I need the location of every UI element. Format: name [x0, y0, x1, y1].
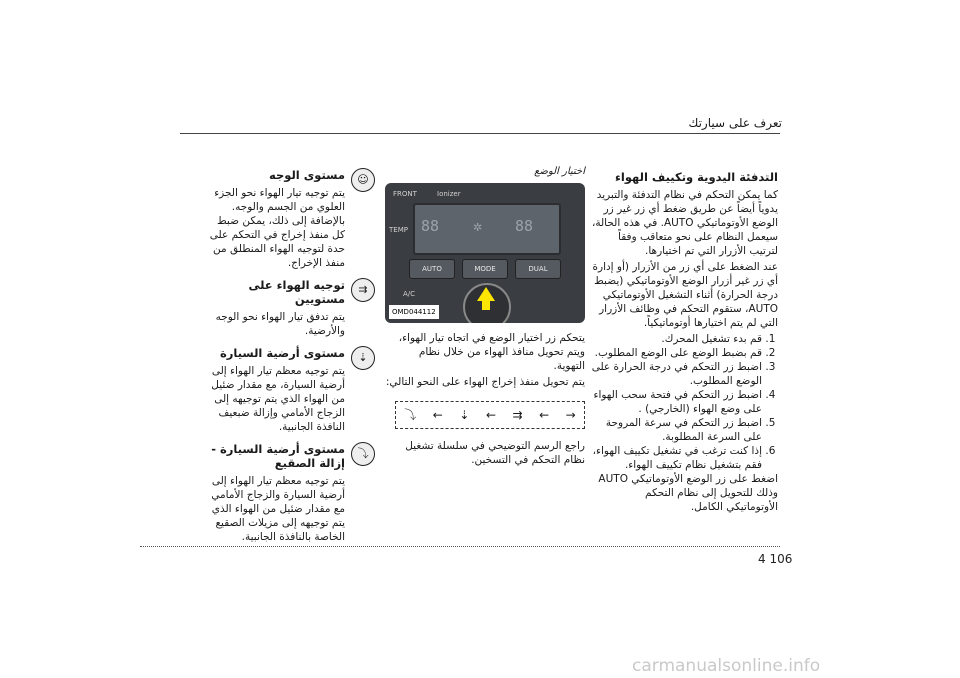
step-2: 2. قم بضبط الوضع على الوضع المطلوب. — [590, 346, 762, 360]
mode-sequence-diagram — [395, 401, 585, 429]
mode-para-1: يتحكم زر اختيار الوضع في اتجاه تيار الهواء، ويتم تحويل منافذ الهواء من خلال نظام التهوية. — [398, 332, 585, 372]
mode-face: ☺ مستوى الوجه يتم توجيه تيار الهواء نحو الجزء العلوي من الجسم والوجه. بالإضافة إلى ذلك، يمكن ضبط كل منفذ إخراج في التحكم على حدة لتوجيه الهواء المنطلق من منفذ الإخراج. — [205, 168, 375, 270]
face-vent-icon: ☺ — [351, 168, 375, 192]
watermark: carmanualsonline.info — [632, 656, 821, 676]
pointer-arrow-icon — [477, 287, 495, 301]
front-label: FRONT — [393, 190, 417, 198]
dual-button[interactable]: DUAL — [515, 259, 561, 279]
mode-button[interactable]: MODE — [462, 259, 508, 279]
manual-control-intro: كما يمكن التحكم في نظام التدفئة والتبريد يدوياً أيضاً عن طريق ضغط أي زر غير زر الوضع الأوتوماتيكي AUTO. في هذه الحالة، سيعمل النظام على نحو متعاقب وفقاً لترتيب الأزرار التي تم اختيارها. — [591, 189, 778, 257]
lcd-display: 88 ✲ 88 — [413, 203, 561, 255]
auto-button[interactable]: AUTO — [409, 259, 455, 279]
floor-defrost-icon: ⤵ — [351, 442, 375, 466]
mode-selection-caption: اختيار الوضع — [534, 166, 585, 177]
page-header: تعرف على سيارتك — [688, 116, 782, 130]
temp-label: TEMP — [389, 226, 408, 234]
footer-rule — [140, 546, 780, 547]
vent-modes-column — [205, 168, 375, 552]
mode-para-3: راجع الرسم التوضيحي في سلسلة تشغيل نظام التحكم في التسخين. — [405, 440, 585, 466]
floor-defrost-icon: ⤵ — [404, 408, 417, 422]
mode-floor: ⇣ مستوى أرضية السيارة يتم توجيه معظم تيار الهواء إلى أرضية السيارة، مع مقدار ضئيل من الهواء الذي يتم توجيهه إلى الزجاج الأمامي وإزالة ضبعيف النافذة الجانبية. — [205, 346, 375, 434]
floor-icon: ⇣ — [351, 346, 375, 370]
bi-level-icon: ⇉ — [512, 408, 523, 422]
page-number: 4 106 — [758, 552, 793, 566]
mode-para-2: يتم تحويل منفذ إخراج الهواء على النحو التالي: — [385, 376, 585, 388]
step-6: 6. إذا كنت ترغب في تشغيل تكييف الهواء، فقم بتشغيل نظام تكييف الهواء. — [590, 444, 762, 472]
mode-selection-column — [385, 165, 585, 469]
arrow-icon: ← — [485, 408, 496, 422]
mode-floor-defrost: ⤵ مستوى أرضية السيارة - إزالة الصقيع يتم توجيه معظم تيار الهواء إلى أرضية السيارة والزجاج الأمامي مع مقدار ضئيل من الهواء الذي يتم توجيهه إلى مزيلات الصقيع الخاصة بالنافذة الجانبية. — [205, 442, 375, 544]
manual-control-steps — [590, 332, 778, 472]
manual-control-column — [590, 170, 778, 516]
manual-control-closing: اضغط على زر الوضع الأوتوماتيكي AUTO وذلك للتحويل إلى نظام التحكم الأوتوماتيكي الكامل. — [598, 473, 778, 513]
manual-control-heading: التدفئة اليدوية وتكييف الهواء — [615, 170, 778, 184]
face-vent-icon: → — [565, 408, 576, 422]
fan-icon: ✲ — [473, 217, 483, 235]
step-5: 5. اضبط زر التحكم في سرعة المروحة على السرعة المطلوبة. — [590, 416, 762, 444]
manual-control-note: عند الضغط على أي زر من الأزرار (أو إدارة أي زر غير أزرار الوضع الأوتوماتيكي (يضبط درجة الحرارة) أثناء التشغيل الأوتوماتيكي AUTO، ستقوم التحكم في وظائف الأزرار التي لم يتم اختيارها أوتوماتيكياً. — [592, 261, 778, 329]
step-3: 3. اضبط زر التحكم في درجة الحرارة على الوضع المطلوب. — [590, 360, 762, 388]
ionizer-label: Ionizer — [437, 190, 461, 198]
header-rule — [180, 133, 780, 134]
mode-bi-level: ⇉ توجيه الهواء على مستويين يتم تدفق تيار الهواء نحو الوجه والأرضية. — [205, 278, 375, 338]
step-4: 4. اضبط زر التحكم في فتحة سحب الهواء على وضع الهواء (الخارجي) . — [590, 388, 762, 416]
arrow-icon: ← — [432, 408, 443, 422]
step-1: 1. قم بدء تشغيل المحرك. — [590, 332, 762, 346]
floor-icon: ⇣ — [459, 408, 470, 422]
climate-control-panel-image — [385, 183, 585, 323]
ac-label: A/C — [403, 290, 416, 298]
image-code: OMD044112 — [389, 305, 439, 319]
arrow-icon: ← — [539, 408, 550, 422]
bi-level-icon: ⇉ — [351, 278, 375, 302]
